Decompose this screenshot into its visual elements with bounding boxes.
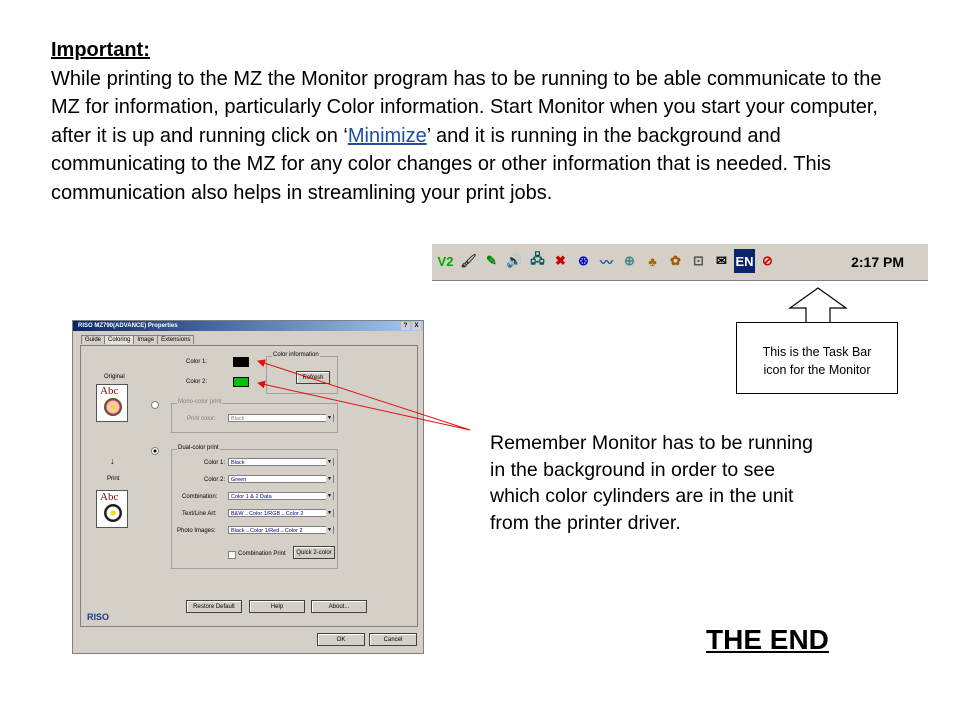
restore-default-button[interactable]: Restore Default [186, 600, 242, 613]
dual-color1-label: Color 1: [204, 460, 226, 466]
dialog-title: RISO MZ790(ADVANCE) Properties [78, 323, 178, 329]
pen-icon[interactable]: ✎ [486, 253, 497, 268]
wave-icon[interactable]: 〰 [599, 254, 613, 270]
color-info-title: Color information [273, 352, 319, 358]
tab-extensions[interactable]: Extensions [157, 335, 194, 344]
refresh-button[interactable]: Refresh [296, 371, 330, 384]
dual-color2-select[interactable]: Green ▼ [228, 475, 334, 483]
important-heading: Important: [51, 39, 150, 61]
print-color-label: Print color: [187, 416, 216, 422]
arrow-to-color2 [258, 383, 470, 430]
remember-note: Remember Monitor has to be running in the background in order to see which color cylinders are in the unit from the printer driver. [490, 432, 813, 534]
important-text-start: While printing to the MZ the Monitor program has to be running to be able communicate to the MZ for information, particularly Color information. Start Monitor when you start your computer, after it is up and running click on [51, 67, 882, 147]
language-icon[interactable]: EN [734, 249, 755, 273]
dual-color-title: Dual-color print [178, 445, 219, 451]
dual-color1-select[interactable]: Black ▼ [228, 458, 334, 466]
globe-icon[interactable]: ⊕ [624, 253, 635, 268]
minimize-link[interactable]: Minimize [347, 124, 427, 147]
print-color-select[interactable]: Black ▼ [228, 414, 334, 422]
color1-label: Color 1: [186, 359, 208, 365]
tab-coloring[interactable]: Coloring [104, 335, 134, 344]
preview-abc-text: Abc [100, 491, 119, 503]
mail-icon[interactable]: ✉ [716, 253, 727, 268]
preview-abc-text: Abc [100, 385, 119, 397]
textline-label: Text/Line Art: [182, 511, 217, 517]
cancel-button[interactable]: Cancel [369, 633, 417, 646]
photo-label: Photo Images: [177, 528, 216, 534]
brush-icon[interactable]: 🖌 [460, 253, 477, 268]
close-icon[interactable]: ✖ [555, 253, 566, 268]
tray-clock: 2:17 PM [851, 254, 904, 270]
combination-label: Combination: [182, 494, 218, 500]
arrow-to-color1 [258, 361, 470, 430]
tab-guide[interactable]: Guide [81, 335, 105, 344]
quick-2color-button[interactable]: Quick 2-color [293, 546, 335, 559]
quote-open: ‘ [343, 124, 348, 147]
about-button[interactable]: About... [311, 600, 367, 613]
color2-label: Color 2: [186, 379, 208, 385]
textline-select[interactable]: B&W→Color 1/RGB→Color 2 ▼ [228, 509, 334, 517]
riso-logo: RISO [87, 612, 110, 622]
the-end-title: THE END [706, 624, 829, 655]
combination-select[interactable]: Color 1 & 2 Data ▼ [228, 492, 334, 500]
print-label: Print [107, 476, 120, 482]
help-button[interactable]: Help [249, 600, 305, 613]
monitor-icon[interactable]: ⊘ [762, 253, 773, 268]
v2-icon[interactable]: V2 [437, 253, 454, 269]
flower-icon[interactable]: ✿ [670, 253, 681, 268]
help-titlebar-button[interactable]: ? [401, 322, 410, 330]
dual-color2-label: Color 2: [204, 477, 226, 483]
combination-print-label: Combination Print [238, 551, 286, 557]
ok-button[interactable]: OK [317, 633, 365, 646]
down-arrow-icon: ↓ [110, 456, 115, 466]
callout-line2: icon for the Monitor [763, 363, 871, 377]
original-label: Original [104, 374, 125, 380]
close-titlebar-button[interactable]: X [412, 322, 421, 330]
callout-line1: This is the Task Bar [762, 345, 872, 359]
tool-icon[interactable]: ♣ [648, 253, 657, 269]
speaker-icon[interactable]: 🔊 [506, 253, 523, 268]
quote-close: ’ [426, 124, 431, 147]
window-icon[interactable]: ⊡ [693, 253, 704, 268]
sync-icon[interactable]: ⊛ [578, 253, 589, 268]
important-text-end: and it is running in the background and communicating to the MZ for any color changes or other information that is needed. This communication also helps in streamlining your print jobs. [51, 124, 832, 204]
tab-image[interactable]: Image [133, 335, 158, 344]
network-icon[interactable]: 🖧 [530, 251, 545, 266]
photo-select[interactable]: Black→Color 1/Red→Color 2 ▼ [228, 526, 334, 534]
mono-color-title: Mono-color print [178, 399, 222, 405]
